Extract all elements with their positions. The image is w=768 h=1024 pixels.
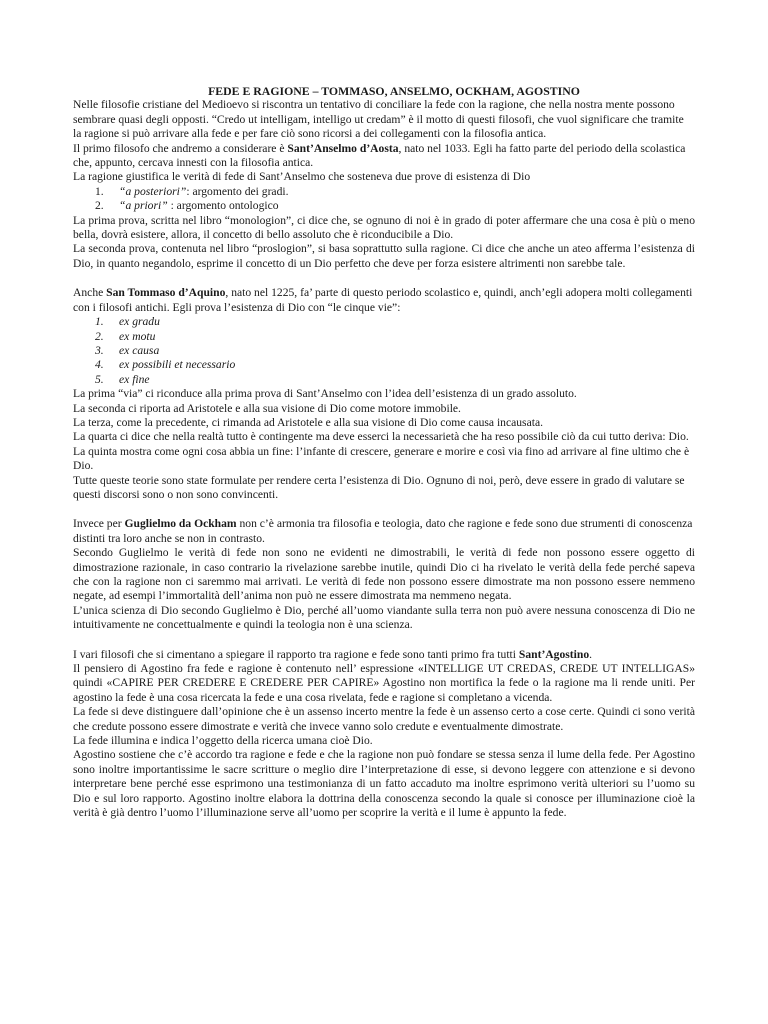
ockham-intro-paragraph: Invece per Guglielmo da Ockham non c’è armonia tra filosofia e teologia, dato che ragione e fede sono due strumenti di conoscenza distinti tra loro anche se non in contrasto. [73,517,693,545]
list-item: 2. “a priori” : argomento ontologico [95,199,279,213]
document-page [73,84,695,821]
list-item: 4. ex possibili et necessario [95,358,236,372]
anselmo-name: Sant’Anselmo d’Aosta [287,141,399,155]
anselmo-proofs-list [73,185,695,214]
anselmo-second-proof-paragraph: La seconda prova, contenuta nel libro “proslogion”, si basa soprattutto sulla ragione. Ci dice che anche un ateo afferma l’esistenza di Dio, in quanto negandolo, esprime il concetto di un Dio perfetto che deve per forza esistere altrimenti non sarebbe tale. [73,242,695,270]
list-item: 5. ex fine [95,372,150,386]
anselmo-proofs-intro: La ragione giustifica le verità di fede di Sant’Anselmo che sosteneva due prove di esistenza di Dio [73,170,531,184]
agostino-paragraph: La fede si deve distinguere dall’opinione che è un assenso incerto mentre la fede è un assenso certo a cose certe. Quindi ci sono verità che credute possono essere dimostrate e verità che invece vanno solo credute e eventualmente dimostrate. [73,705,695,733]
anselmo-intro-paragraph: Il primo filosofo che andremo a considerare è Sant’Anselmo d’Aosta, nato nel 1033. Egli ha fatto parte del periodo della scolastica che, appunto, cercava innesti con la filosofia antica. [73,141,686,170]
tommaso-line: Tutte queste teorie sono state formulate per rendere certa l’esistenza di Dio. Ognuno di noi, però, deve essere in grado di valutare se questi discorsi sono o non sono convincenti. [73,473,685,501]
anselmo-first-proof-paragraph: La prima prova, scritta nel libro “monologion”, ci dice che, se ognuno di noi è in grado di poter affermare che una cosa è più o meno bella, dovrà esistere, allora, il concetto di bello assoluto che è riconducibile a Dio. [73,213,695,242]
tommaso-line: La quinta mostra come ogni cosa abbia un fine: l’infante di crescere, generare e morire e così via fino ad arrivare al fine ultimo che è Dio. [73,444,690,473]
list-item: 1. “a posteriori”: argomento dei gradi. [95,184,289,198]
list-item: 1. ex gradu [95,315,160,329]
list-item: 2. ex motu [95,329,156,343]
agostino-paragraph: Agostino sostiene che c’è accordo tra ragione e fede e che la ragione non può fondare se stessa senza il lume della fede. Per Agostino sono inoltre importantissime le sacre scritture o meglio dire l’interpretazione di esse, si devono leggere con attenzione e si devono interpretare bene perché esse esprimono una testimonianza di un fatto accaduto ma inoltre esprimono verità ulteriori su l’uomo su Dio e sul loro rapporto. Agostino inoltre elabora la dottrina della conoscenza secondo la quale si conosce per illuminazione cioè la verità è già dentro l’uomo l’illuminazione serve all’uomo per scoprire la verità e il lume è appunto la fede. [73,748,695,820]
ockham-paragraph: Secondo Guglielmo le verità di fede non sono ne evidenti ne dimostrabili, le verità di fede non possono essere oggetto di dimostrazione razionale, in caso contrario la rivelazione sarebbe inutile, quindi Dio ci ha rivelato le verità della fede perché sapeva che con la ragione non ci saremmo mai arrivati. Le verità di fede non possono essere dimostrate ma non possono essere nemmeno negate, ad esempi l’immortalità dell’anima non può ne essere dimostrata ma nemmeno negata. [73,546,695,603]
tommaso-intro-paragraph: Anche San Tommaso d’Aquino, nato nel 1225, fa’ parte di questo periodo scolastico e, quindi, anch’egli adopera molti collegamenti con i filosofi antichi. Egli prova l’esistenza di Dio con “le cinque vie”: [73,286,693,314]
intro-paragraph: Nelle filosofie cristiane del Medioevo si riscontra un tentativo di conciliare la fede con la ragione, che nella nostra mente possono sembrare quasi degli opposti. “Credo ut intelligam, intelligo ut credam” è il motto di questi filosofi, che vuol significare che tramite la ragione si può arrivare alla fede e per fare ciò sono ricorsi a dei collegamenti con la filosofia antica. [73,98,684,141]
agostino-paragraph: Il pensiero di Agostino fra fede e ragione è contenuto nell’ espressione «INTELLIGE UT CREDAS, CREDE UT INTELLIGAS» quindi «CAPIRE PER CREDERE E CREDERE PER CAPIRE» Agostino non mortifica la fede o la ragione ma li rende uniti. Per agostino la fede è una cosa ricercata la fede e una cosa rivelata, fede e ragione si completano a vicenda. [73,662,695,704]
tommaso-line: La prima “via” ci riconduce alla prima prova di Sant’Anselmo con l’idea dell’esistenza di un grado assoluto. [73,387,577,401]
tommaso-line: La terza, come la precedente, ci rimanda ad Aristotele e alla sua visione di Dio come causa incausata. [73,415,543,429]
document-title: FEDE E RAGIONE – TOMMASO, ANSELMO, OCKHAM, AGOSTINO [208,84,580,98]
tommaso-line: La quarta ci dice che nella realtà tutto è contingente ma deve esserci la necessarietà che ha reso possibile ciò da cui tutto deriva: Dio. [73,430,689,444]
tommaso-vie-list [73,315,695,387]
agostino-paragraph: La fede illumina e indica l’oggetto della ricerca umana cioè Dio. [73,734,373,748]
agostino-name: Sant’Agostino [518,647,590,661]
agostino-intro-paragraph: I vari filosofi che si cimentano a spiegare il rapporto tra ragione e fede sono tanti primo fra tutti Sant’Agostino. [73,647,593,661]
tommaso-line: La seconda ci riporta ad Aristotele e alla sua visione di Dio come motore immobile. [73,401,461,415]
tommaso-name: San Tommaso d’Aquino [106,286,226,300]
list-item: 3. ex causa [95,343,160,357]
ockham-paragraph: L’unica scienza di Dio secondo Guglielmo è Dio, perché all’uomo viandante sulla terra non può avere nessuna conoscenza di Dio ne intuitivamente ne concettualmente e quindi la teologia non è una scienza. [73,603,695,632]
ockham-name: Guglielmo da Ockham [124,517,237,531]
